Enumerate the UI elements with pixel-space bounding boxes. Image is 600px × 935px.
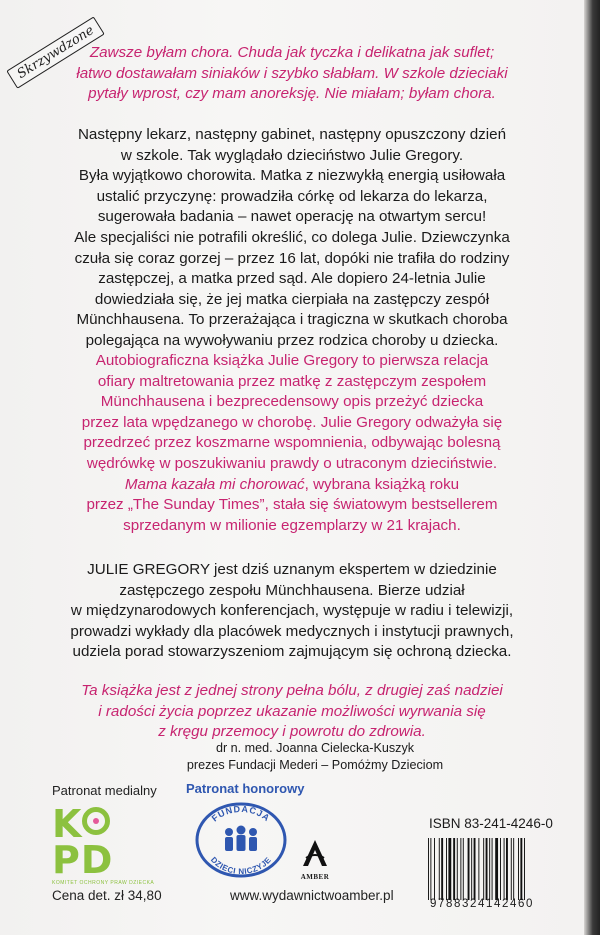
children-figures-icon bbox=[225, 826, 257, 852]
pink-line: ofiary maltretowania przez matkę z zastępczym zespołem bbox=[97, 372, 487, 390]
barcode-bar bbox=[463, 838, 464, 900]
description-paragraph bbox=[0, 125, 584, 352]
pink-paragraph bbox=[0, 351, 584, 536]
body-line: polegająca na wywoływaniu przez rodzica choroby u dziecka. bbox=[85, 331, 499, 349]
barcode-bar bbox=[492, 838, 493, 900]
author-line: JULIE GREGORY jest dziś uznanym ekspertem w dziedzinie bbox=[87, 561, 497, 578]
endorsement-quote bbox=[0, 681, 584, 743]
cover-edge bbox=[584, 0, 600, 935]
body-line: Była wyjątkowo chorowita. Matka z niezwykłą energią usiłowała bbox=[78, 167, 506, 185]
ean-number: 9788324142460 bbox=[430, 898, 534, 910]
body-line: zastępczej, a matka przed sąd. Ale dopiero 24-letnia Julie bbox=[98, 270, 486, 288]
barcode-bar bbox=[520, 838, 522, 900]
patronat-medialny-label: Patronat medialny bbox=[52, 783, 157, 798]
pink-line: Münchhausena i bezprecedensowy opis przeżyć dziecka bbox=[100, 393, 484, 411]
pink-line: Autobiograficzna książka Julie Gregory to pierwsza relacja bbox=[95, 352, 489, 369]
pink-line: przez lata wpędzanego w chorobę. Julie Gregory odważyła się bbox=[81, 413, 503, 431]
barcode-bar bbox=[446, 838, 447, 900]
barcode-bar bbox=[460, 838, 461, 900]
endorsement-signature bbox=[0, 740, 584, 774]
book-title-rest: , wybrana książką roku bbox=[304, 475, 460, 493]
kopd-o-icon bbox=[82, 807, 110, 835]
barcode-bar bbox=[439, 838, 440, 900]
body-line: Następny lekarz, następny gabinet, następny opuszczony dzień bbox=[77, 126, 507, 143]
signature-line: prezes Fundacji Mederi – Pomóżmy Dzieciom bbox=[186, 758, 444, 772]
barcode-bar bbox=[524, 838, 525, 900]
fundacja-logo bbox=[193, 800, 289, 880]
barcode-icon bbox=[428, 838, 555, 900]
fundacja-top-textpath: FUNDACJA bbox=[209, 803, 273, 824]
quote-line: Ta książka jest z jednej strony pełna bólu, z drugiej zaś nadziei bbox=[81, 682, 503, 699]
patronat-honorowy-label: Patronat honorowy bbox=[186, 781, 305, 796]
intro-line: łatwo dostawałam siniaków i szybko słabłam. W szkole dzieciaki bbox=[76, 64, 508, 82]
fundacja-top-text bbox=[210, 804, 273, 824]
quote-line: z kręgu przemocy i powrotu do zdrowia. bbox=[158, 723, 426, 741]
intro-line: Zawsze byłam chora. Chuda jak tyczka i delikatna jak suflet; bbox=[89, 44, 495, 61]
author-line: w międzynarodowych konferencjach, występuje w radiu i telewizji, bbox=[70, 602, 514, 620]
barcode-bar bbox=[453, 838, 455, 900]
body-line: w szkole. Tak wyglądało dzieciństwo Julie Gregory. bbox=[120, 146, 464, 164]
book-title: Mama kazała mi chorować bbox=[124, 475, 305, 493]
pink-line: przedrzeć przez koszmarne wspomnienia, odbywając bolesną bbox=[83, 434, 501, 452]
barcode-bar bbox=[474, 838, 476, 900]
kopd-logo-word: KPD bbox=[52, 802, 114, 882]
barcode-bar bbox=[504, 838, 505, 900]
barcode-bar bbox=[478, 838, 479, 900]
pink-line bbox=[0, 475, 584, 496]
isbn-text: ISBN 83-241-4246-0 bbox=[429, 816, 553, 831]
barcode-bar bbox=[471, 838, 472, 900]
barcode-bar bbox=[483, 838, 484, 900]
barcode-bar bbox=[441, 838, 443, 900]
intro-quote bbox=[0, 43, 584, 105]
body-line: czuła się coraz gorzej – przez 16 lat, dopóki nie trafiła do rodziny bbox=[74, 249, 510, 267]
fundacja-bottom-text bbox=[209, 855, 273, 876]
body-line: Ale specjaliści nie potrafili określić, co dolega Julie. Dziewczynka bbox=[74, 228, 510, 246]
kopd-logo bbox=[52, 802, 164, 886]
author-line: prowadzi wykłady dla placówek medycznych i instytucji prawnych, bbox=[70, 622, 514, 640]
author-line: udziela porad stowarzyszeniom zajmującym się ochroną dziecka. bbox=[72, 643, 512, 661]
pink-line: wędrówkę w poszukiwaniu prawdy o utraconym dzieciństwie. bbox=[86, 454, 498, 472]
author-line: zastępczego zespołu Münchhausena. Bierze udział bbox=[119, 581, 465, 599]
amber-a-icon bbox=[300, 838, 330, 868]
barcode-bar bbox=[518, 838, 519, 900]
barcode-bar bbox=[513, 838, 514, 900]
barcode-bar bbox=[430, 838, 431, 900]
stamp-label: Skrzywdzone bbox=[6, 16, 105, 89]
barcode-bar bbox=[468, 838, 470, 900]
fundacja-bottom-textpath: DZIECI NICZYJE bbox=[208, 855, 274, 877]
barcode-bar bbox=[495, 838, 498, 900]
barcode-bar bbox=[448, 838, 451, 900]
barcode-bar bbox=[486, 838, 488, 900]
kopd-logo-subtitle: KOMITET OCHRONY PRAW DZIECKA bbox=[52, 880, 155, 886]
author-bio bbox=[0, 560, 584, 663]
quote-line: i radości życia poprzez ukazanie możliwości wyrwania się bbox=[98, 702, 486, 720]
website-text: www.wydawnictwoamber.pl bbox=[230, 888, 394, 903]
pink-line: sprzedanym w milionie egzemplarzy w 21 krajach. bbox=[123, 516, 461, 534]
pink-line: przez „The Sunday Times”, stała się światowym bestsellerem bbox=[86, 496, 498, 514]
barcode-bar bbox=[489, 838, 490, 900]
barcode-bar bbox=[434, 838, 435, 900]
barcode-bar bbox=[506, 838, 508, 900]
body-line: sugerowała badania – nawet operację na otwartym sercu! bbox=[97, 208, 487, 226]
barcode-bar bbox=[511, 838, 512, 900]
body-line: ustalić przyczynę: prowadziła córkę od lekarza do lekarza, bbox=[96, 187, 488, 205]
amber-logo bbox=[300, 838, 330, 881]
body-line: dowiedziała się, że jej matka cierpiała na zastępczy zespół bbox=[94, 290, 490, 308]
signature-line: dr n. med. Joanna Cielecka-Kuszyk bbox=[215, 741, 415, 755]
barcode-bar bbox=[500, 838, 501, 900]
price-text: Cena det. zł 34,80 bbox=[52, 888, 162, 903]
barcode-bar bbox=[428, 838, 429, 900]
barcode-bar bbox=[457, 838, 458, 900]
amber-word: AMBER bbox=[300, 873, 330, 881]
body-line: Münchhausena. To przerażająca i tragiczna w skutkach choroba bbox=[76, 311, 508, 329]
intro-line: pytały wprost, czy mam anoreksję. Nie miałam; byłam chora. bbox=[88, 85, 496, 103]
